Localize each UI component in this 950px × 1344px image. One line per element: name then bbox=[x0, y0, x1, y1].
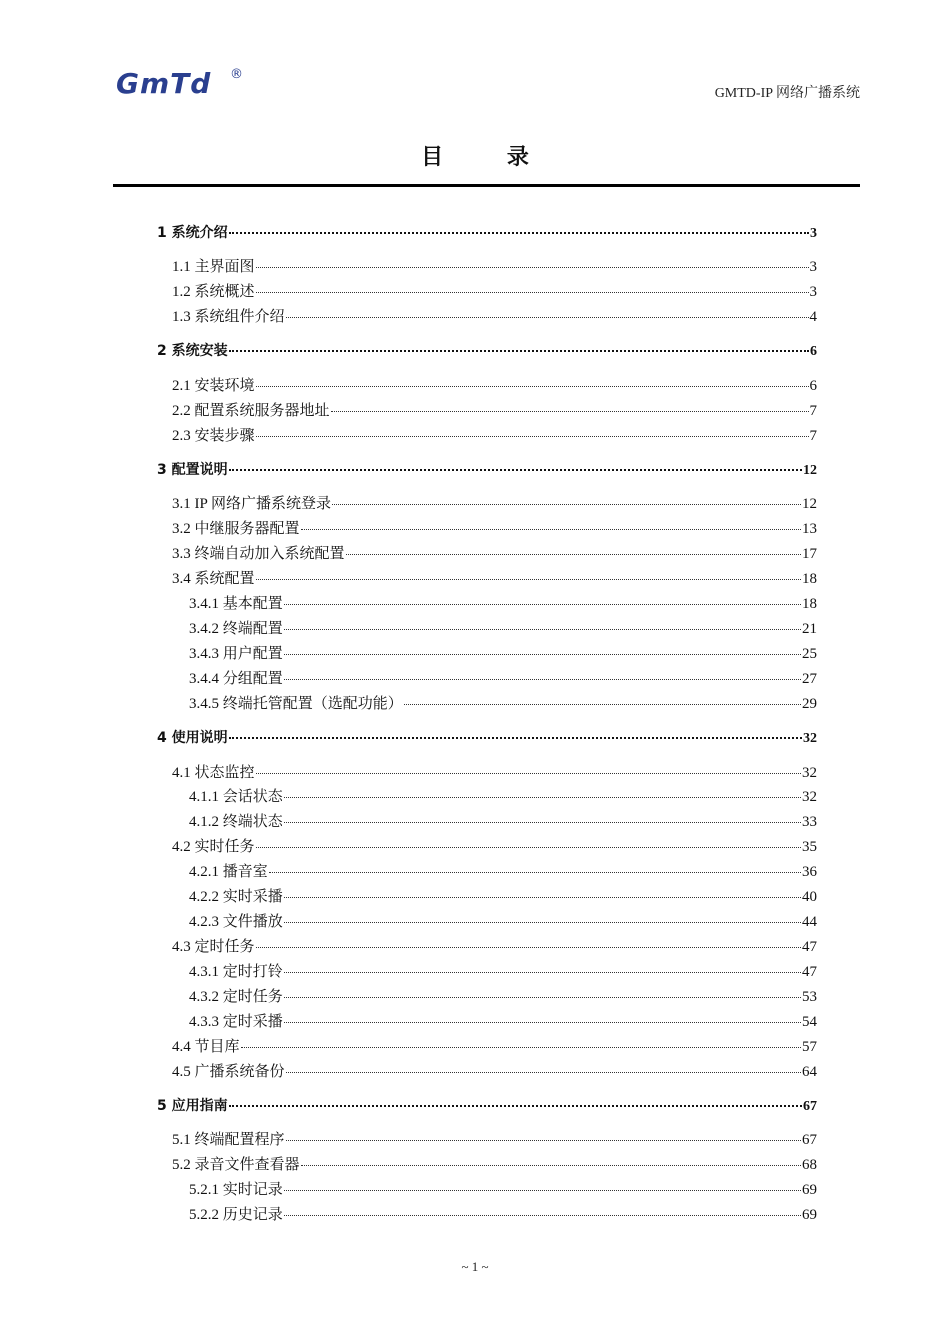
toc-entry[interactable] bbox=[189, 643, 817, 665]
toc-entry-label: 4.5 广播系统备份 bbox=[172, 1064, 285, 1080]
toc-entry-page: 68 bbox=[802, 1157, 817, 1173]
toc-entry-page: 12 bbox=[802, 496, 817, 512]
toc-entry[interactable] bbox=[189, 786, 817, 808]
toc-entry-page: 7 bbox=[809, 403, 817, 419]
toc-entry-page: 4 bbox=[809, 309, 817, 325]
toc-entry[interactable] bbox=[157, 459, 817, 481]
toc-entry-page: 69 bbox=[802, 1182, 817, 1198]
toc-leader-dots bbox=[256, 436, 809, 437]
toc-leader-dots bbox=[284, 997, 801, 998]
toc-entry-label: 2.2 配置系统服务器地址 bbox=[172, 403, 330, 419]
toc-entry[interactable] bbox=[172, 400, 817, 422]
toc-leader-dots bbox=[331, 411, 809, 412]
toc-entry[interactable] bbox=[157, 340, 817, 362]
toc-entry-page: 64 bbox=[802, 1064, 817, 1080]
toc-leader-dots bbox=[284, 1022, 801, 1023]
toc-entry[interactable] bbox=[172, 936, 817, 958]
toc-entry-page: 35 bbox=[802, 839, 817, 855]
toc-entry-page: 67 bbox=[802, 1132, 817, 1148]
toc-leader-dots bbox=[229, 1105, 802, 1107]
toc-entry-page: 6 bbox=[810, 344, 817, 359]
toc-entry-page: 69 bbox=[802, 1207, 817, 1223]
toc-leader-dots bbox=[229, 232, 809, 234]
toc-entry-label: 4.3.3 定时采播 bbox=[189, 1014, 283, 1030]
toc-leader-dots bbox=[229, 737, 802, 739]
toc-entry-label: 3.2 中继服务器配置 bbox=[172, 521, 300, 537]
toc-entry-page: 21 bbox=[802, 621, 817, 637]
toc-entry[interactable] bbox=[172, 425, 817, 447]
toc-entry-label: 5.2 录音文件查看器 bbox=[172, 1157, 300, 1173]
toc-entry[interactable] bbox=[172, 306, 817, 328]
toc-entry-page: 3 bbox=[809, 259, 817, 275]
toc-entry[interactable] bbox=[172, 762, 817, 784]
toc-leader-dots bbox=[284, 972, 801, 973]
toc-entry[interactable] bbox=[189, 986, 817, 1008]
toc-entry-page: 18 bbox=[802, 571, 817, 587]
toc-leader-dots bbox=[284, 822, 801, 823]
toc-entry-page: 54 bbox=[802, 1014, 817, 1030]
toc-entry[interactable] bbox=[189, 961, 817, 983]
toc-leader-dots bbox=[284, 629, 801, 630]
registered-mark: ® bbox=[230, 67, 243, 82]
toc-leader-dots bbox=[256, 773, 801, 774]
toc-entry-label: 4.3.1 定时打铃 bbox=[189, 964, 283, 980]
toc-entry[interactable] bbox=[189, 1204, 817, 1226]
toc-entry-label: 3.4.4 分组配置 bbox=[189, 671, 283, 687]
toc-entry-label: 3.3 终端自动加入系统配置 bbox=[172, 546, 345, 562]
toc-entry-label: 2.3 安装步骤 bbox=[172, 428, 255, 444]
toc-entry-label: 4.2.1 播音室 bbox=[189, 864, 268, 880]
toc-leader-dots bbox=[404, 704, 801, 705]
toc-entry-label: 4.1 状态监控 bbox=[172, 765, 255, 781]
toc-entry[interactable] bbox=[172, 1129, 817, 1151]
toc-entry-page: 44 bbox=[802, 914, 817, 930]
toc-entry-label: 3.4.5 终端托管配置（选配功能） bbox=[189, 696, 403, 712]
toc-entry[interactable] bbox=[172, 1036, 817, 1058]
toc-entry-label: 5.2.1 实时记录 bbox=[189, 1182, 283, 1198]
toc-entry[interactable] bbox=[157, 727, 817, 749]
toc-entry-page: 3 bbox=[810, 226, 817, 241]
toc-entry-page: 32 bbox=[802, 765, 817, 781]
toc-entry-label: 1.1 主界面图 bbox=[172, 259, 255, 275]
toc-entry-label: 1 系统介绍 bbox=[157, 225, 228, 241]
toc-entry-page: 57 bbox=[802, 1039, 817, 1055]
toc-entry-label: 5.1 终端配置程序 bbox=[172, 1132, 285, 1148]
toc-entry[interactable] bbox=[189, 618, 817, 640]
toc-entry-label: 4.1.1 会话状态 bbox=[189, 789, 283, 805]
toc-entry-label: 4.2.3 文件播放 bbox=[189, 914, 283, 930]
toc-leader-dots bbox=[284, 797, 801, 798]
toc-entry-label: 4.2.2 实时采播 bbox=[189, 889, 283, 905]
toc-entry-label: 2.1 安装环境 bbox=[172, 378, 255, 394]
toc-leader-dots bbox=[301, 1165, 801, 1166]
toc-entry[interactable] bbox=[189, 1011, 817, 1033]
toc-entry[interactable] bbox=[172, 375, 817, 397]
toc-entry-page: 33 bbox=[802, 814, 817, 830]
toc-leader-dots bbox=[284, 897, 801, 898]
toc-entry-label: 5 应用指南 bbox=[157, 1098, 228, 1114]
header-product-name: GMTD-IP 网络广播系统 bbox=[714, 86, 860, 101]
toc-entry-page: 17 bbox=[802, 546, 817, 562]
toc-entry[interactable] bbox=[189, 811, 817, 833]
toc-entry-label: 1.3 系统组件介绍 bbox=[172, 309, 285, 325]
toc-entry[interactable] bbox=[172, 836, 817, 858]
toc-entry-page: 36 bbox=[802, 864, 817, 880]
toc-entry-label: 4.1.2 终端状态 bbox=[189, 814, 283, 830]
toc-entry-page: 67 bbox=[803, 1099, 817, 1114]
toc-entry[interactable] bbox=[172, 1154, 817, 1176]
toc-leader-dots bbox=[286, 1072, 801, 1073]
toc-entry[interactable] bbox=[172, 493, 817, 515]
toc-entry[interactable] bbox=[157, 1095, 817, 1117]
toc-leader-dots bbox=[284, 654, 801, 655]
toc-entry-label: 2 系统安装 bbox=[157, 343, 228, 359]
toc-leader-dots bbox=[346, 554, 801, 555]
toc-leader-dots bbox=[256, 386, 809, 387]
toc-entry-label: 5.2.2 历史记录 bbox=[189, 1207, 283, 1223]
toc-entry-label: 3 配置说明 bbox=[157, 462, 228, 478]
toc-entry-page: 40 bbox=[802, 889, 817, 905]
toc-entry[interactable] bbox=[157, 222, 817, 244]
toc-leader-dots bbox=[284, 1215, 801, 1216]
toc-leader-dots bbox=[332, 504, 801, 505]
toc-entry-label: 3.4 系统配置 bbox=[172, 571, 255, 587]
toc-entry-label: 4.2 实时任务 bbox=[172, 839, 255, 855]
toc-leader-dots bbox=[269, 872, 801, 873]
toc-leader-dots bbox=[229, 350, 809, 352]
toc-leader-dots bbox=[286, 1140, 801, 1141]
toc-entry-page: 3 bbox=[809, 284, 817, 300]
toc-leader-dots bbox=[284, 1190, 801, 1191]
toc-entry-label: 3.4.1 基本配置 bbox=[189, 596, 283, 612]
toc-entry[interactable] bbox=[189, 861, 817, 883]
toc-entry-label: 4 使用说明 bbox=[157, 730, 228, 746]
page-footer-number: ~ 1 ~ bbox=[461, 1259, 489, 1274]
toc-leader-dots bbox=[286, 317, 809, 318]
toc-entry-page: 53 bbox=[802, 989, 817, 1005]
toc-entry-label: 3.4.2 终端配置 bbox=[189, 621, 283, 637]
toc-leader-dots bbox=[301, 529, 801, 530]
toc-entry[interactable] bbox=[189, 1179, 817, 1201]
toc-entry[interactable] bbox=[172, 256, 817, 278]
toc-entry[interactable] bbox=[189, 668, 817, 690]
toc-entry-label: 4.3 定时任务 bbox=[172, 939, 255, 955]
toc-entry-page: 13 bbox=[802, 521, 817, 537]
toc-entry-page: 7 bbox=[809, 428, 817, 444]
toc-entry-page: 18 bbox=[802, 596, 817, 612]
toc-entry[interactable] bbox=[172, 1061, 817, 1083]
toc-entry-page: 32 bbox=[803, 731, 817, 746]
toc-entry[interactable] bbox=[189, 593, 817, 615]
toc-entry-page: 6 bbox=[809, 378, 817, 394]
toc-leader-dots bbox=[284, 679, 801, 680]
toc-leader-dots bbox=[284, 604, 801, 605]
toc-leader-dots bbox=[284, 922, 801, 923]
toc-leader-dots bbox=[241, 1047, 801, 1048]
toc-entry[interactable] bbox=[172, 568, 817, 590]
toc-entry[interactable] bbox=[189, 693, 817, 715]
toc-leader-dots bbox=[256, 579, 801, 580]
toc-entry[interactable] bbox=[172, 518, 817, 540]
toc-leader-dots bbox=[256, 267, 809, 268]
toc-entry-label: 3.1 IP 网络广播系统登录 bbox=[172, 496, 332, 512]
toc-entry-page: 32 bbox=[802, 789, 817, 805]
svg-text:GmTd: GmTd bbox=[116, 67, 212, 100]
toc-entry-label: 1.2 系统概述 bbox=[172, 284, 255, 300]
toc-title: 目 录 bbox=[421, 145, 557, 170]
toc-leader-dots bbox=[256, 847, 801, 848]
toc-leader-dots bbox=[229, 469, 802, 471]
toc-entry-label: 4.3.2 定时任务 bbox=[189, 989, 283, 1005]
toc-leader-dots bbox=[256, 947, 801, 948]
toc-entry[interactable] bbox=[172, 543, 817, 565]
toc-entry-page: 29 bbox=[802, 696, 817, 712]
toc-entry-page: 12 bbox=[803, 463, 817, 478]
toc-leader-dots bbox=[256, 292, 809, 293]
toc-entry-label: 4.4 节目库 bbox=[172, 1039, 240, 1055]
toc-entry[interactable] bbox=[189, 886, 817, 908]
toc-entry-page: 27 bbox=[802, 671, 817, 687]
toc-entry[interactable] bbox=[189, 911, 817, 933]
toc-entry-page: 25 bbox=[802, 646, 817, 662]
toc-entry-label: 3.4.3 用户配置 bbox=[189, 646, 283, 662]
toc-entry-page: 47 bbox=[802, 939, 817, 955]
toc-entry-page: 47 bbox=[802, 964, 817, 980]
toc-entry[interactable] bbox=[172, 281, 817, 303]
